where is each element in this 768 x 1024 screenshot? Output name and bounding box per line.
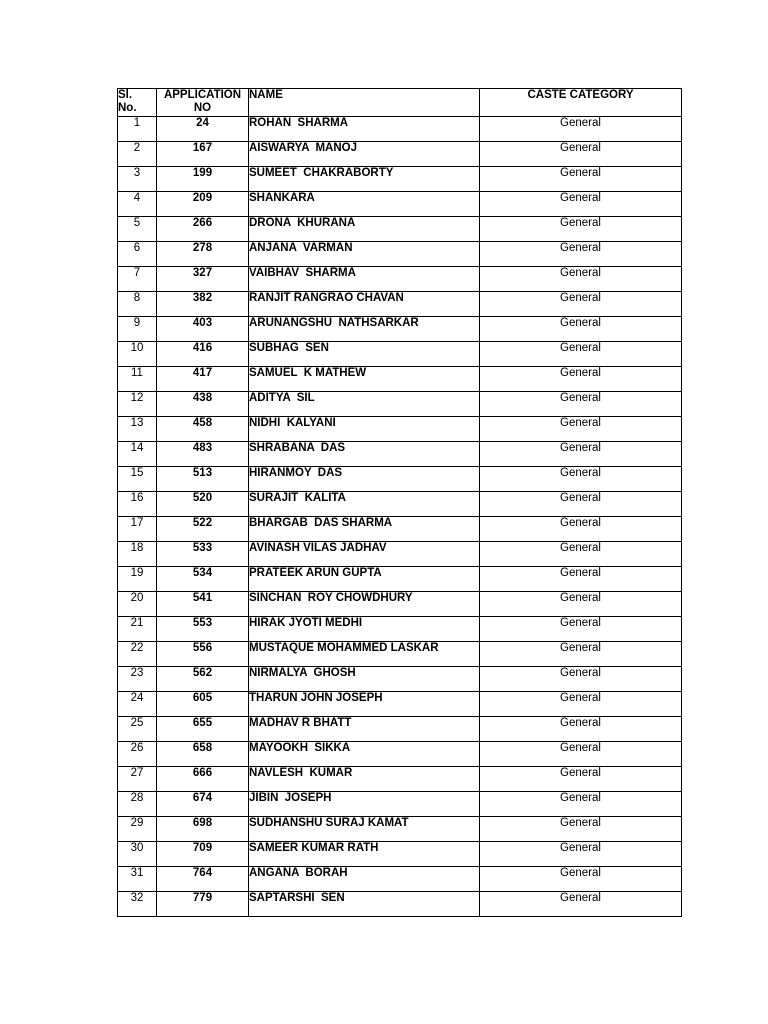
cell-serial-number: 26 xyxy=(118,742,157,767)
table-row xyxy=(118,742,682,767)
cell-caste-category: General xyxy=(480,817,682,842)
cell-serial-number: 27 xyxy=(118,767,157,792)
cell-name: MUSTAQUE MOHAMMED LASKAR xyxy=(249,642,480,667)
cell-serial-number: 14 xyxy=(118,442,157,467)
cell-caste-category: General xyxy=(480,717,682,742)
cell-serial-number: 7 xyxy=(118,267,157,292)
table-row xyxy=(118,492,682,517)
table-row xyxy=(118,867,682,892)
cell-serial-number: 13 xyxy=(118,417,157,442)
cell-application-number: 438 xyxy=(157,392,249,417)
cell-name: MADHAV R BHATT xyxy=(249,717,480,742)
cell-serial-number: 1 xyxy=(118,117,157,142)
cell-name: ADITYA SIL xyxy=(249,392,480,417)
table-row xyxy=(118,592,682,617)
cell-serial-number: 24 xyxy=(118,692,157,717)
cell-serial-number: 18 xyxy=(118,542,157,567)
header-name: NAME xyxy=(249,89,480,117)
table-row xyxy=(118,542,682,567)
table-body xyxy=(118,117,682,917)
table-row xyxy=(118,642,682,667)
cell-caste-category: General xyxy=(480,742,682,767)
cell-application-number: 658 xyxy=(157,742,249,767)
cell-serial-number: 11 xyxy=(118,367,157,392)
cell-name: AISWARYA MANOJ xyxy=(249,142,480,167)
cell-application-number: 655 xyxy=(157,717,249,742)
cell-caste-category: General xyxy=(480,492,682,517)
cell-caste-category: General xyxy=(480,442,682,467)
table-row xyxy=(118,842,682,867)
header-caste-category: CASTE CATEGORY xyxy=(480,89,682,117)
cell-name: PRATEEK ARUN GUPTA xyxy=(249,567,480,592)
cell-name: SUBHAG SEN xyxy=(249,342,480,367)
cell-serial-number: 5 xyxy=(118,217,157,242)
cell-application-number: 266 xyxy=(157,217,249,242)
cell-name: RANJIT RANGRAO CHAVAN xyxy=(249,292,480,317)
cell-application-number: 553 xyxy=(157,617,249,642)
cell-caste-category: General xyxy=(480,267,682,292)
cell-caste-category: General xyxy=(480,867,682,892)
cell-application-number: 556 xyxy=(157,642,249,667)
cell-serial-number: 22 xyxy=(118,642,157,667)
cell-caste-category: General xyxy=(480,842,682,867)
cell-name: NIRMALYA GHOSH xyxy=(249,667,480,692)
header-application-line1: APPLICATION xyxy=(163,89,242,101)
cell-name: SAPTARSHI SEN xyxy=(249,892,480,917)
cell-serial-number: 8 xyxy=(118,292,157,317)
cell-caste-category: General xyxy=(480,592,682,617)
cell-application-number: 458 xyxy=(157,417,249,442)
cell-serial-number: 31 xyxy=(118,867,157,892)
cell-name: SHANKARA xyxy=(249,192,480,217)
cell-name: SUMEET CHAKRABORTY xyxy=(249,167,480,192)
cell-application-number: 382 xyxy=(157,292,249,317)
table-row xyxy=(118,567,682,592)
table-row xyxy=(118,292,682,317)
cell-application-number: 327 xyxy=(157,267,249,292)
cell-caste-category: General xyxy=(480,167,682,192)
cell-serial-number: 10 xyxy=(118,342,157,367)
cell-application-number: 520 xyxy=(157,492,249,517)
cell-name: SURAJIT KALITA xyxy=(249,492,480,517)
cell-application-number: 605 xyxy=(157,692,249,717)
cell-caste-category: General xyxy=(480,417,682,442)
cell-name: THARUN JOHN JOSEPH xyxy=(249,692,480,717)
cell-serial-number: 21 xyxy=(118,617,157,642)
cell-caste-category: General xyxy=(480,242,682,267)
cell-application-number: 709 xyxy=(157,842,249,867)
cell-serial-number: 28 xyxy=(118,792,157,817)
table-row xyxy=(118,617,682,642)
cell-serial-number: 25 xyxy=(118,717,157,742)
cell-application-number: 541 xyxy=(157,592,249,617)
header-application-line2: NO xyxy=(193,102,212,114)
cell-serial-number: 4 xyxy=(118,192,157,217)
cell-name: DRONA KHURANA xyxy=(249,217,480,242)
cell-name: SHRABANA DAS xyxy=(249,442,480,467)
cell-serial-number: 23 xyxy=(118,667,157,692)
cell-application-number: 483 xyxy=(157,442,249,467)
cell-name: ANGANA BORAH xyxy=(249,867,480,892)
cell-name: ROHAN SHARMA xyxy=(249,117,480,142)
table-row xyxy=(118,517,682,542)
cell-name: BHARGAB DAS SHARMA xyxy=(249,517,480,542)
cell-caste-category: General xyxy=(480,567,682,592)
table-row xyxy=(118,142,682,167)
cell-application-number: 698 xyxy=(157,817,249,842)
table-row xyxy=(118,167,682,192)
cell-caste-category: General xyxy=(480,317,682,342)
cell-serial-number: 12 xyxy=(118,392,157,417)
cell-name: AVINASH VILAS JADHAV xyxy=(249,542,480,567)
table-row xyxy=(118,317,682,342)
table-row xyxy=(118,767,682,792)
table-row xyxy=(118,117,682,142)
cell-name: MAYOOKH SIKKA xyxy=(249,742,480,767)
cell-application-number: 674 xyxy=(157,792,249,817)
table-row xyxy=(118,392,682,417)
cell-caste-category: General xyxy=(480,392,682,417)
cell-caste-category: General xyxy=(480,617,682,642)
cell-serial-number: 29 xyxy=(118,817,157,842)
cell-serial-number: 17 xyxy=(118,517,157,542)
cell-name: NAVLESH KUMAR xyxy=(249,767,480,792)
cell-serial-number: 3 xyxy=(118,167,157,192)
cell-application-number: 522 xyxy=(157,517,249,542)
header-serial-line1: Sl. xyxy=(118,89,133,101)
table-row xyxy=(118,817,682,842)
cell-name: NIDHI KALYANI xyxy=(249,417,480,442)
table-row xyxy=(118,342,682,367)
cell-name: ANJANA VARMAN xyxy=(249,242,480,267)
table-row xyxy=(118,267,682,292)
cell-serial-number: 30 xyxy=(118,842,157,867)
cell-name: SAMUEL K MATHEW xyxy=(249,367,480,392)
cell-application-number: 779 xyxy=(157,892,249,917)
cell-application-number: 199 xyxy=(157,167,249,192)
table-row xyxy=(118,692,682,717)
table-row xyxy=(118,892,682,917)
cell-caste-category: General xyxy=(480,542,682,567)
cell-caste-category: General xyxy=(480,367,682,392)
cell-name: HIRAK JYOTI MEDHI xyxy=(249,617,480,642)
cell-serial-number: 9 xyxy=(118,317,157,342)
cell-serial-number: 19 xyxy=(118,567,157,592)
table-row xyxy=(118,242,682,267)
table-row xyxy=(118,442,682,467)
cell-caste-category: General xyxy=(480,892,682,917)
cell-caste-category: General xyxy=(480,517,682,542)
cell-application-number: 417 xyxy=(157,367,249,392)
table-row xyxy=(118,367,682,392)
cell-serial-number: 15 xyxy=(118,467,157,492)
cell-application-number: 167 xyxy=(157,142,249,167)
cell-name: VAIBHAV SHARMA xyxy=(249,267,480,292)
candidate-table xyxy=(117,88,682,917)
cell-name: SUDHANSHU SURAJ KAMAT xyxy=(249,817,480,842)
cell-caste-category: General xyxy=(480,342,682,367)
cell-caste-category: General xyxy=(480,292,682,317)
header-serial-number xyxy=(118,89,157,117)
cell-application-number: 666 xyxy=(157,767,249,792)
cell-application-number: 513 xyxy=(157,467,249,492)
table-row xyxy=(118,467,682,492)
cell-application-number: 533 xyxy=(157,542,249,567)
cell-caste-category: General xyxy=(480,792,682,817)
cell-application-number: 764 xyxy=(157,867,249,892)
cell-caste-category: General xyxy=(480,767,682,792)
cell-application-number: 416 xyxy=(157,342,249,367)
header-application-number xyxy=(157,89,249,117)
cell-serial-number: 16 xyxy=(118,492,157,517)
cell-serial-number: 32 xyxy=(118,892,157,917)
table-row xyxy=(118,792,682,817)
cell-name: ARUNANGSHU NATHSARKAR xyxy=(249,317,480,342)
table-row xyxy=(118,192,682,217)
cell-caste-category: General xyxy=(480,142,682,167)
cell-caste-category: General xyxy=(480,642,682,667)
cell-caste-category: General xyxy=(480,117,682,142)
table-row xyxy=(118,717,682,742)
cell-caste-category: General xyxy=(480,692,682,717)
cell-application-number: 562 xyxy=(157,667,249,692)
cell-name: JIBIN JOSEPH xyxy=(249,792,480,817)
cell-caste-category: General xyxy=(480,217,682,242)
cell-serial-number: 20 xyxy=(118,592,157,617)
cell-application-number: 534 xyxy=(157,567,249,592)
cell-application-number: 24 xyxy=(157,117,249,142)
cell-serial-number: 6 xyxy=(118,242,157,267)
cell-name: HIRANMOY DAS xyxy=(249,467,480,492)
cell-caste-category: General xyxy=(480,467,682,492)
cell-application-number: 403 xyxy=(157,317,249,342)
table-row xyxy=(118,217,682,242)
cell-caste-category: General xyxy=(480,667,682,692)
cell-application-number: 278 xyxy=(157,242,249,267)
cell-serial-number: 2 xyxy=(118,142,157,167)
cell-name: SINCHAN ROY CHOWDHURY xyxy=(249,592,480,617)
header-serial-line2: No. xyxy=(118,102,137,114)
table-row xyxy=(118,667,682,692)
cell-application-number: 209 xyxy=(157,192,249,217)
table-row xyxy=(118,417,682,442)
cell-caste-category: General xyxy=(480,192,682,217)
cell-name: SAMEER KUMAR RATH xyxy=(249,842,480,867)
table-header-row xyxy=(118,89,682,117)
